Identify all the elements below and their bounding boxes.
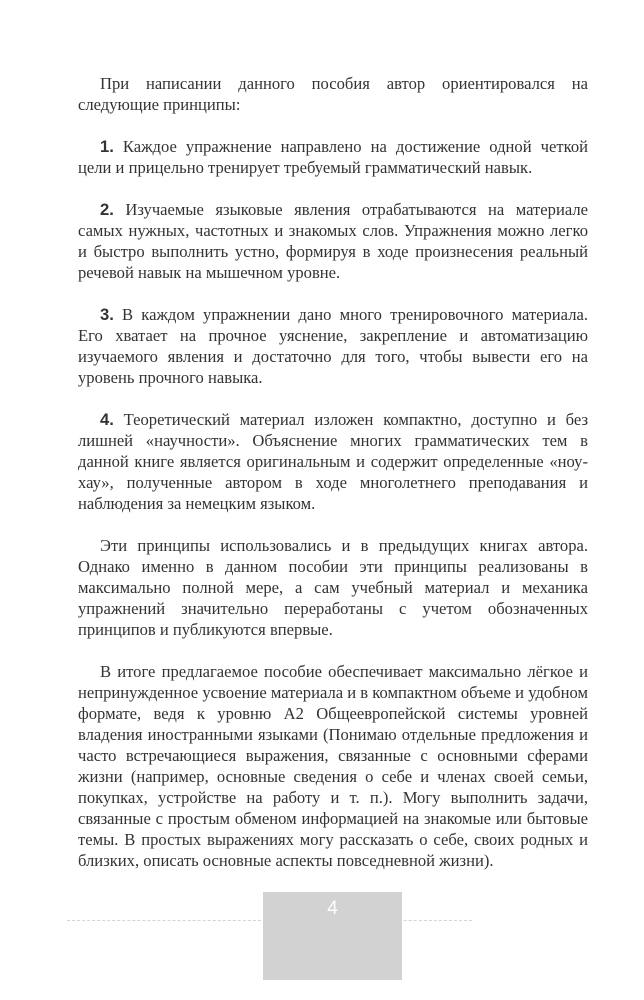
principle-number: 2.	[100, 200, 114, 219]
paragraph-text: Теоретический материал изложен компактно, доступно и без лишней «научности». Объяснение многих грамматических тем в данной книге является оригинальным и содержит определенные «ноу-хау», полученные автором в ходе многолетнего преподавания и наблюдения за немецким языком.	[78, 410, 588, 513]
principle-3-paragraph	[78, 304, 588, 388]
intro-paragraph	[78, 73, 588, 115]
principle-number: 1.	[100, 137, 114, 156]
paragraph-text: Каждое упражнение направлено на достижение одной четкой цели и прицельно тренирует требуемый грамматический навык.	[78, 137, 588, 177]
previous-books-paragraph	[78, 535, 588, 640]
paragraph-text: В каждом упражнении дано много тренировочного материала. Его хватает на прочное уяснение, закрепление и автоматизацию изучаемого явления и достаточно для того, чтобы вывести его на уровень прочного навыка.	[78, 305, 588, 387]
page-number-tab	[263, 892, 402, 980]
principle-2-paragraph	[78, 199, 588, 283]
principle-1-paragraph	[78, 136, 588, 178]
paragraph-text: При написании данного пособия автор ориентировался на следующие принципы:	[78, 74, 588, 114]
principle-number: 3.	[100, 305, 114, 324]
page-body	[78, 0, 588, 871]
paragraph-text: Изучаемые языковые явления отрабатываются на материале самых нужных, частотных и знакомых слов. Упражнения можно легко и быстро выполнить устно, формируя в ходе произнесения реальный речевой навык на мышечном уровне.	[78, 200, 588, 282]
page-footer	[0, 892, 644, 980]
paragraph-text: Эти принципы использовались и в предыдущих книгах автора. Однако именно в данном пособии эти принципы реализованы в максимально полной мере, а сам учебный материал и механика упражнений значительно переработаны с учетом обозначенных принципов и публикуются впервые.	[78, 536, 588, 639]
page-number: 4	[327, 898, 338, 919]
conclusion-paragraph	[78, 661, 588, 871]
principle-number: 4.	[100, 410, 114, 429]
paragraph-text: В итоге предлагаемое пособие обеспечивает максимально лёгкое и непринужденное усвоение материала и в компактном объеме и удобном формате, ведя к уровню A2 Общеевропейской системы уровней владения иностранными языками (Понимаю отдельные предложения и часто встречающиеся выражения, связанные с основными сферами жизни (например, основные сведения о себе и членах своей семьи, покупках, устройстве на работу и т. п.). Могу выполнить задачи, связанные с простым обменом информацией на знакомые или бытовые темы. В простых выражениях могу рассказать о себе, своих родных и близких, описать основные аспекты повседневной жизни).	[78, 662, 588, 870]
principle-4-paragraph	[78, 409, 588, 514]
